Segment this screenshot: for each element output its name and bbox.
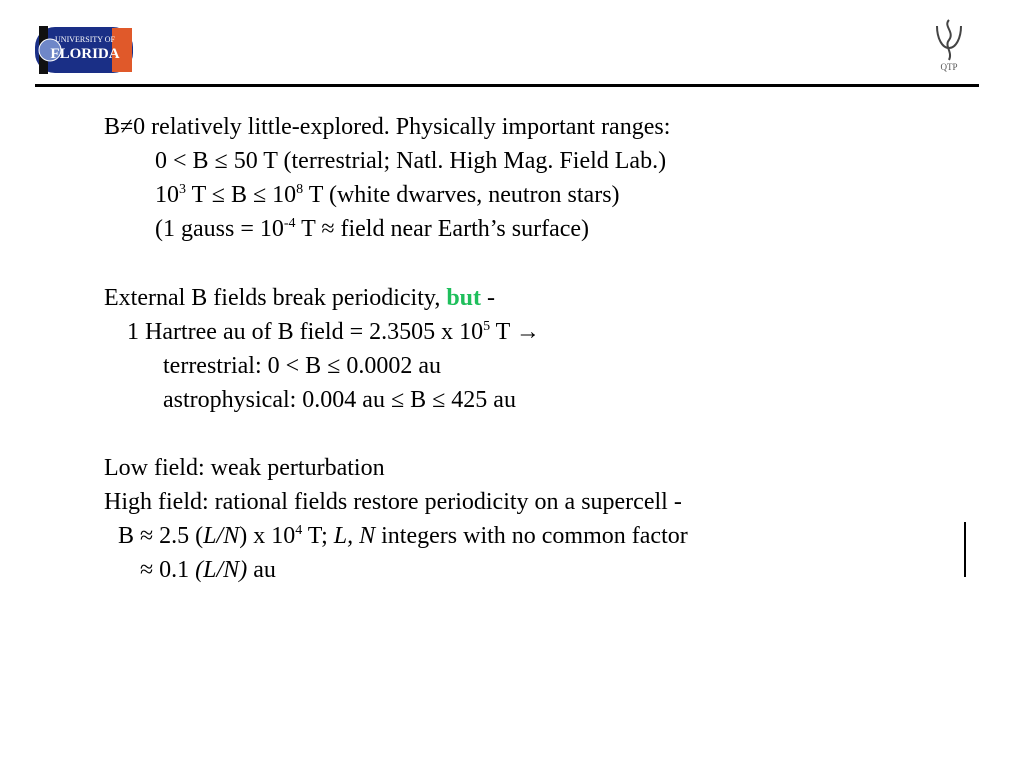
range-heading: B≠0 relatively little-explored. Physically important ranges: <box>104 114 671 140</box>
qtp-label: QTP <box>940 62 958 72</box>
header-rule <box>35 84 979 87</box>
gauss-note: (1 gauss = $10^{-4}$ T ≈ field near Earth’s surface) <box>155 216 590 242</box>
supercell-au-line: ≈ 0.1 (L/N) au <box>140 557 276 583</box>
high-field-line: High field: rational fields restore periodicity on a supercell - <box>104 489 682 515</box>
terrestrial-au: terrestrial: 0 < B ≤ 0.0002 au <box>163 353 441 379</box>
astrophysical-range: $10^3$ $T \le B \le 10^8$ T (white dwarves, neutron stars) <box>155 182 620 208</box>
supercell-field-line: B ≈ 2.5 (L/N) x $10^4$ T; L, N integers with no common factor <box>118 523 688 549</box>
uf-logo-text-top: UNIVERSITY OF <box>55 35 115 44</box>
university-of-florida-logo <box>34 24 134 76</box>
but-highlight: but <box>446 285 482 311</box>
uf-logo-text-main: FLORIDA <box>50 46 120 62</box>
hartree-conversion: 1 Hartree au of B field = 2.3505 x $10^5$ T → <box>127 319 540 345</box>
astrophysical-au: astrophysical: 0.004 au ≤ B ≤ 425 au <box>163 387 516 413</box>
vertical-marker <box>964 522 966 577</box>
external-fields-line: External B fields break periodicity, but - <box>104 285 496 311</box>
terrestrial-range: 0 < B ≤ 50 T (terrestrial; Natl. High Mag. Field Lab.) <box>155 148 667 174</box>
psi-logo <box>932 18 966 74</box>
low-field-line: Low field: weak perturbation <box>104 455 385 481</box>
